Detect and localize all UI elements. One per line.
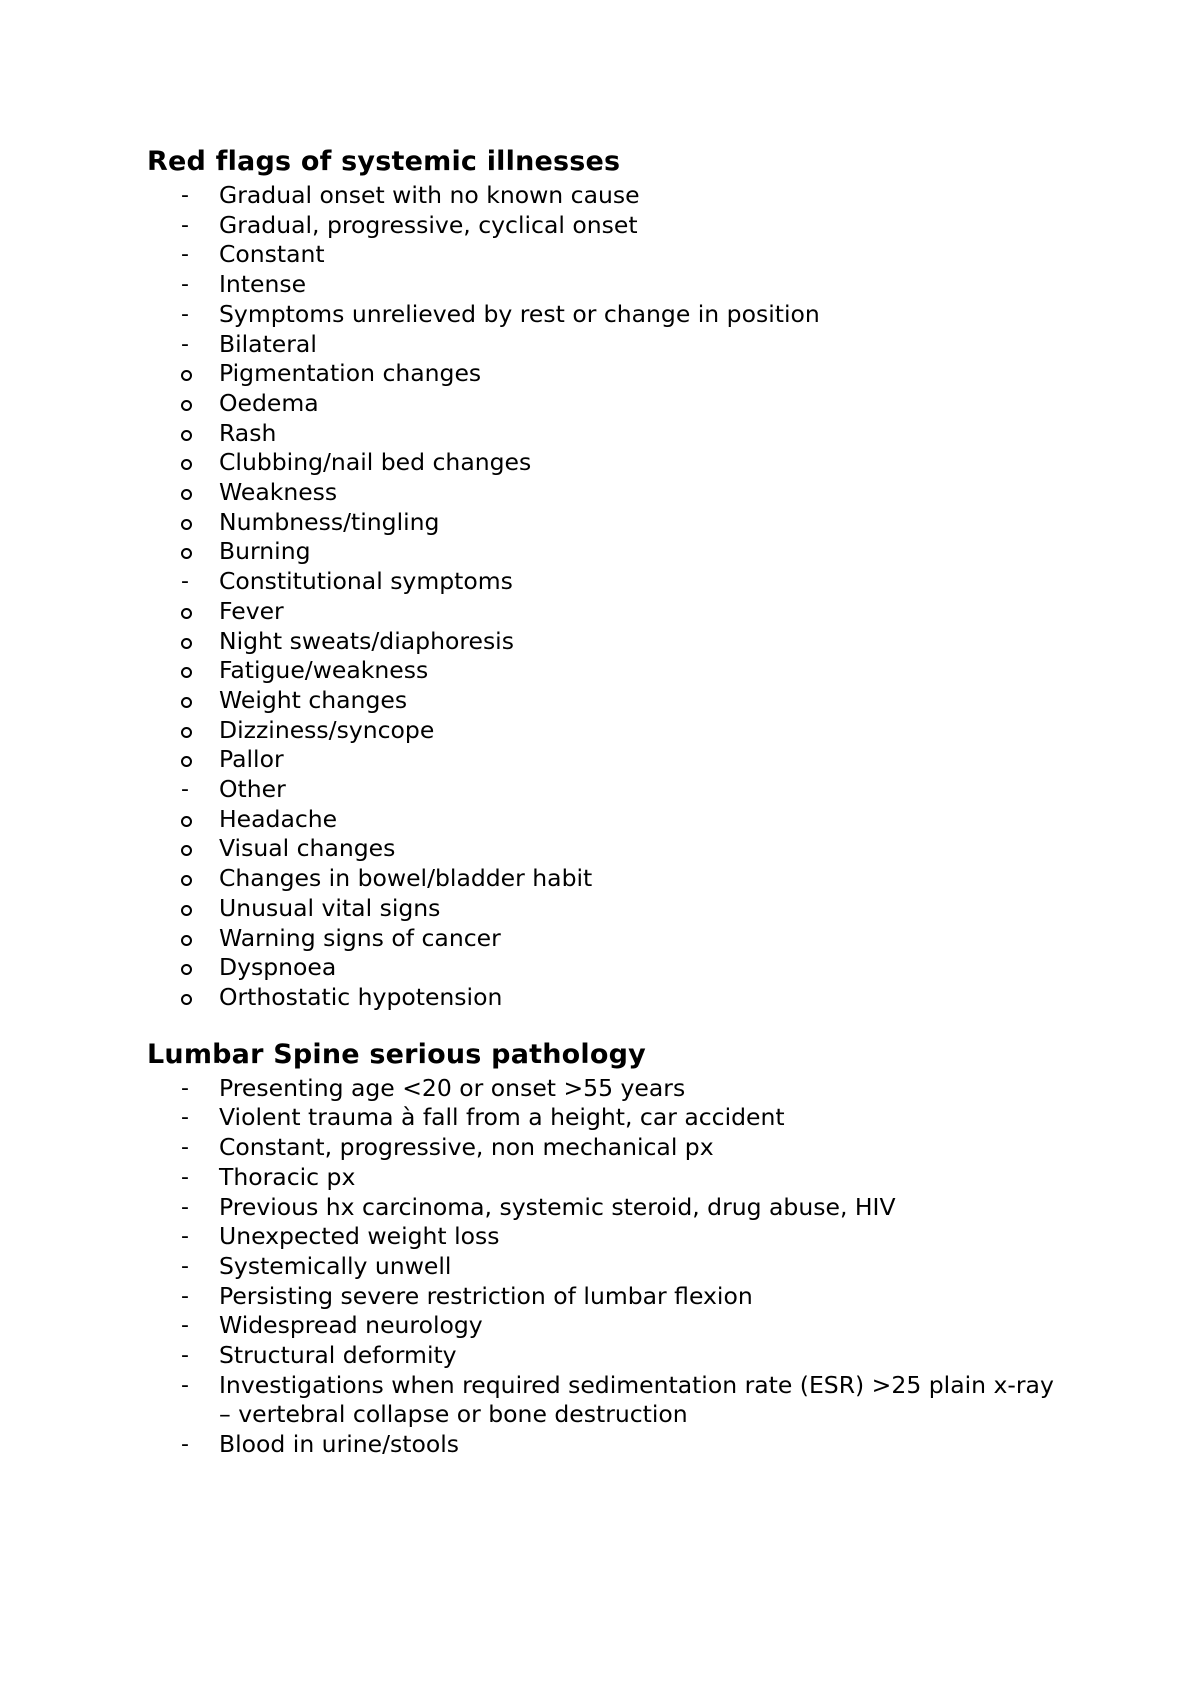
list-item-text: Constant, progressive, non mechanical px — [219, 1133, 714, 1162]
dash-bullet-icon: - — [181, 242, 189, 268]
circle-bullet-icon — [181, 459, 192, 470]
sub-list-item-text: Pallor — [219, 745, 284, 774]
sub-list-item-text: Fatigue/weakness — [219, 656, 429, 685]
sub-list-item — [219, 686, 1067, 716]
circle-bullet-icon — [181, 935, 192, 946]
circle-bullet-icon — [181, 756, 192, 767]
sub-list-item-text: Dyspnoea — [219, 953, 337, 982]
circle-bullet-icon — [181, 994, 192, 1005]
bullet-list — [147, 181, 1067, 1013]
document-content — [147, 143, 1067, 1460]
sub-list-item — [219, 953, 1067, 983]
sub-list-item-text: Clubbing/nail bed changes — [219, 448, 532, 477]
sub-bullet-list — [219, 359, 1067, 567]
list-item — [147, 1371, 1067, 1430]
section-heading: Red flags of systemic illnesses — [147, 146, 621, 177]
dash-bullet-icon: - — [181, 1075, 189, 1101]
list-item — [147, 1252, 1067, 1282]
dash-bullet-icon: - — [181, 183, 189, 208]
circle-bullet-icon — [181, 964, 192, 975]
section-systemic-red-flags — [147, 143, 1067, 1013]
bullet-list — [147, 1074, 1067, 1460]
circle-bullet-icon — [181, 608, 192, 619]
sub-list-item — [219, 983, 1067, 1013]
list-item — [147, 1430, 1067, 1460]
sub-list-item-text: Dizziness/syncope — [219, 715, 435, 744]
list-item-text: Constant — [219, 240, 325, 269]
list-item-text: Previous hx carcinoma, systemic steroid, drug abuse, HIV — [219, 1192, 896, 1221]
list-item-text: Structural deformity — [219, 1341, 457, 1370]
list-item — [147, 1282, 1067, 1312]
list-item-text: Systemically unwell — [219, 1251, 452, 1280]
dash-bullet-icon: - — [181, 331, 189, 357]
sub-list-item — [219, 834, 1067, 864]
list-item-text: Blood in urine/stools — [219, 1430, 460, 1459]
list-item — [147, 240, 1067, 270]
sub-list-item-text: Weakness — [219, 478, 338, 507]
dash-bullet-icon: - — [181, 1135, 189, 1161]
sub-list-item — [219, 627, 1067, 657]
list-item — [147, 1193, 1067, 1223]
circle-bullet-icon — [181, 370, 192, 381]
list-item — [147, 1163, 1067, 1193]
dash-bullet-icon: - — [181, 1224, 189, 1250]
sub-list-item-text: Fever — [219, 596, 284, 625]
list-item — [147, 1341, 1067, 1371]
circle-bullet-icon — [181, 638, 192, 649]
section-lumbar-spine — [147, 1036, 1067, 1460]
sub-list-item — [219, 537, 1067, 567]
sub-list-item — [219, 478, 1067, 508]
sub-list-item-text: Unusual vital signs — [219, 893, 441, 922]
dash-bullet-icon: - — [181, 301, 189, 327]
list-item — [147, 775, 1067, 1013]
list-item-text: Other — [219, 775, 286, 804]
sub-list-item — [219, 359, 1067, 389]
sub-list-item — [219, 597, 1067, 627]
circle-bullet-icon — [181, 845, 192, 856]
sub-list-item — [219, 864, 1067, 894]
list-item — [147, 270, 1067, 300]
circle-bullet-icon — [181, 905, 192, 916]
circle-bullet-icon — [181, 727, 192, 738]
circle-bullet-icon — [181, 489, 192, 500]
sub-list-item-text: Rash — [219, 418, 277, 447]
sub-list-item-text: Weight changes — [219, 685, 408, 714]
dash-bullet-icon: - — [181, 1194, 189, 1220]
sub-list-item-text: Pigmentation changes — [219, 359, 482, 388]
sub-list-item — [219, 508, 1067, 538]
sub-list-item — [219, 448, 1067, 478]
list-item — [147, 181, 1067, 211]
sub-list-item — [219, 389, 1067, 419]
dash-bullet-icon: - — [181, 1432, 189, 1458]
circle-bullet-icon — [181, 875, 192, 886]
section-heading: Lumbar Spine serious pathology — [147, 1038, 646, 1070]
list-item-text: Widespread neurology — [219, 1311, 483, 1340]
list-item-text: Investigations when required sedimentation rate (ESR) >25 plain x-ray – vertebral collapse or bone destruction — [219, 1370, 1054, 1429]
dash-bullet-icon: - — [181, 1343, 189, 1369]
sub-list-item — [219, 419, 1067, 449]
list-item — [147, 1222, 1067, 1252]
dash-bullet-icon: - — [181, 1164, 189, 1190]
circle-bullet-icon — [181, 697, 192, 708]
sub-list-item-text: Orthostatic hypotension — [219, 982, 503, 1011]
list-item-text: Symptoms unrelieved by rest or change in position — [219, 299, 820, 328]
list-item-text: Constitutional symptoms — [219, 567, 513, 596]
sub-list-item-text: Burning — [219, 537, 311, 566]
sub-list-item-text: Numbness/tingling — [219, 507, 440, 536]
list-item-text: Presenting age <20 or onset >55 years — [219, 1073, 686, 1102]
circle-bullet-icon — [181, 667, 192, 678]
sub-list-item — [219, 894, 1067, 924]
list-item-text: Gradual onset with no known cause — [219, 181, 640, 209]
list-item — [147, 1103, 1067, 1133]
list-item-text: Violent trauma à fall from a height, car accident — [219, 1103, 785, 1132]
circle-bullet-icon — [181, 400, 192, 411]
list-item — [147, 300, 1067, 330]
sub-list-item-text: Headache — [219, 804, 338, 833]
list-item — [147, 211, 1067, 241]
list-item-text: Thoracic px — [219, 1162, 356, 1191]
sub-list-item-text: Night sweats/diaphoresis — [219, 626, 514, 655]
sub-list-item-text: Oedema — [219, 388, 319, 417]
list-item — [147, 567, 1067, 775]
list-item-text: Intense — [219, 270, 307, 299]
dash-bullet-icon: - — [181, 777, 189, 803]
circle-bullet-icon — [181, 430, 192, 441]
sub-bullet-list — [219, 597, 1067, 775]
dash-bullet-icon: - — [181, 1313, 189, 1339]
sub-list-item-text: Changes in bowel/bladder habit — [219, 864, 593, 893]
sub-list-item — [219, 805, 1067, 835]
list-item — [147, 330, 1067, 568]
list-item — [147, 1311, 1067, 1341]
list-item-text: Gradual, progressive, cyclical onset — [219, 210, 638, 239]
sub-list-item — [219, 716, 1067, 746]
dash-bullet-icon: - — [181, 1283, 189, 1309]
circle-bullet-icon — [181, 548, 192, 559]
list-item — [147, 1133, 1067, 1163]
sub-list-item — [219, 656, 1067, 686]
circle-bullet-icon — [181, 816, 192, 827]
sub-bullet-list — [219, 805, 1067, 1013]
dash-bullet-icon: - — [181, 569, 189, 595]
circle-bullet-icon — [181, 519, 192, 530]
list-item — [147, 1074, 1067, 1104]
list-item-text: Persisting severe restriction of lumbar flexion — [219, 1281, 753, 1310]
dash-bullet-icon: - — [181, 1372, 189, 1398]
list-item-text: Unexpected weight loss — [219, 1222, 500, 1251]
dash-bullet-icon: - — [181, 1253, 189, 1279]
sub-list-item — [219, 745, 1067, 775]
dash-bullet-icon: - — [181, 212, 189, 238]
sub-list-item-text: Warning signs of cancer — [219, 923, 501, 952]
list-item-text: Bilateral — [219, 329, 317, 358]
dash-bullet-icon: - — [181, 1105, 189, 1131]
sub-list-item-text: Visual changes — [219, 834, 396, 863]
dash-bullet-icon: - — [181, 272, 189, 298]
sub-list-item — [219, 924, 1067, 954]
